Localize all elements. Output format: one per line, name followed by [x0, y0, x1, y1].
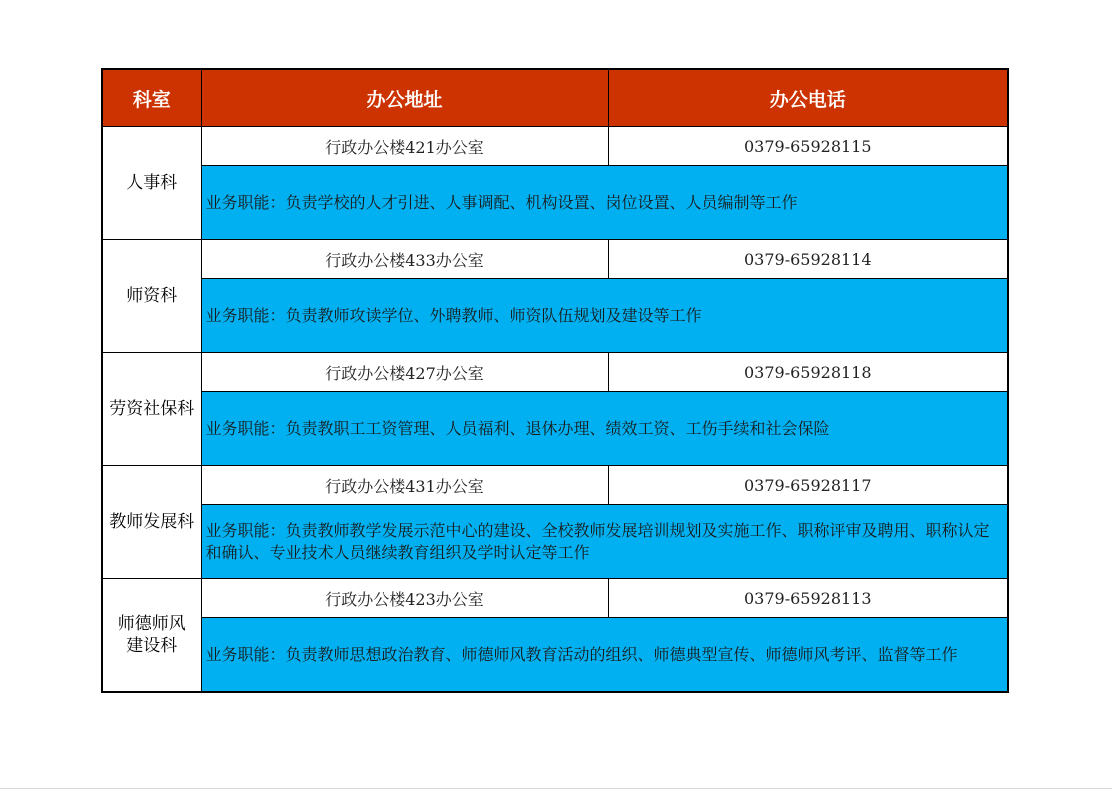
office-phone: 0379-65928118	[608, 353, 1008, 392]
office-phone: 0379-65928113	[608, 579, 1008, 618]
table-row	[102, 353, 1008, 392]
page-divider	[0, 788, 1112, 789]
table-row	[102, 466, 1008, 505]
office-address: 行政办公楼421办公室	[201, 127, 608, 166]
office-address: 行政办公楼427办公室	[201, 353, 608, 392]
duty-row	[102, 166, 1008, 240]
table-row	[102, 127, 1008, 166]
dept-name: 师资科	[102, 240, 201, 353]
duty-description: 业务职能：负责教师攻读学位、外聘教师、师资队伍规划及建设等工作	[201, 279, 1008, 353]
duty-row	[102, 279, 1008, 353]
dept-name: 师德师风 建设科	[102, 579, 201, 693]
duty-description: 业务职能：负责教师教学发展示范中心的建设、全校教师发展培训规划及实施工作、职称评审及聘用、职称认定和确认、专业技术人员继续教育组织及学时认定等工作	[201, 505, 1008, 579]
duty-description: 业务职能：负责教职工工资管理、人员福利、退休办理、绩效工资、工伤手续和社会保险	[201, 392, 1008, 466]
header-address: 办公地址	[201, 69, 608, 127]
office-address: 行政办公楼423办公室	[201, 579, 608, 618]
duty-row	[102, 392, 1008, 466]
office-directory-table	[101, 68, 1009, 693]
table-header-row	[102, 69, 1008, 127]
table-row	[102, 240, 1008, 279]
office-phone: 0379-65928117	[608, 466, 1008, 505]
header-dept: 科室	[102, 69, 201, 127]
header-phone: 办公电话	[608, 69, 1008, 127]
table-row	[102, 579, 1008, 618]
dept-name: 教师发展科	[102, 466, 201, 579]
duty-description: 业务职能：负责学校的人才引进、人事调配、机构设置、岗位设置、人员编制等工作	[201, 166, 1008, 240]
duty-row	[102, 505, 1008, 579]
office-address: 行政办公楼431办公室	[201, 466, 608, 505]
dept-name: 劳资社保科	[102, 353, 201, 466]
dept-name: 人事科	[102, 127, 201, 240]
office-address: 行政办公楼433办公室	[201, 240, 608, 279]
duty-description: 业务职能：负责教师思想政治教育、师德师风教育活动的组织、师德典型宣传、师德师风考评、监督等工作	[201, 618, 1008, 692]
office-phone: 0379-65928115	[608, 127, 1008, 166]
office-phone: 0379-65928114	[608, 240, 1008, 279]
duty-row	[102, 618, 1008, 692]
